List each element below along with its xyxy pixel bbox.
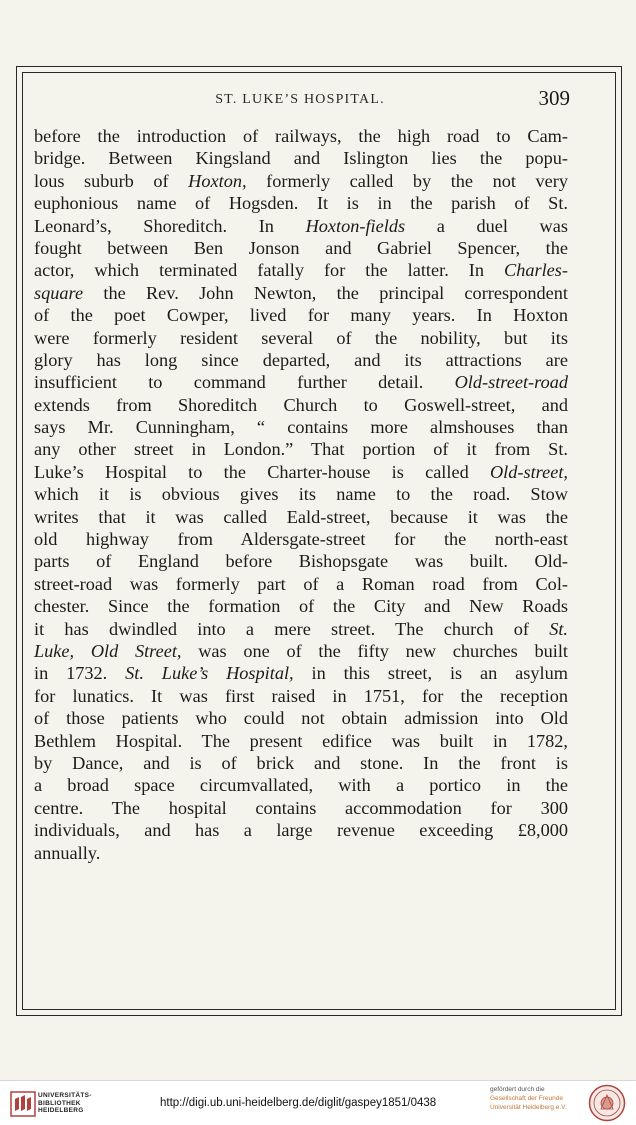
text-segment: was one of the fifty new churches built: [181, 640, 569, 661]
text-segment: a duel was: [405, 215, 568, 236]
running-head: [30, 86, 570, 116]
text-segment: a broad space circumvallated, with a portico in the: [34, 775, 568, 796]
text-line: [34, 618, 568, 640]
text-line: [34, 170, 568, 192]
text-segment: street-road was formerly part of a Roman road from Col-: [34, 573, 568, 594]
text-segment: which it is obvious gives its name to the road. Stow: [34, 484, 568, 505]
sponsor-org-line2: Universität Heidelberg e.V.: [490, 1104, 567, 1111]
text-line: [34, 147, 568, 169]
library-name[interactable]: [38, 1092, 92, 1115]
text-line: [34, 752, 568, 774]
text-segment: bridge. Between Kingsland and Islington lies the popu-: [34, 148, 568, 169]
text-line: [34, 595, 568, 617]
text-line: [34, 304, 568, 326]
text-segment: individuals, and has a large revenue exceeding £8,000: [34, 820, 568, 841]
sponsor-label: gefördert durch die: [490, 1086, 545, 1093]
italic-text: Hoxton,: [188, 170, 247, 191]
text-line: [34, 730, 568, 752]
text-line: [34, 282, 568, 304]
text-segment: insufficient to command further detail.: [34, 372, 455, 393]
text-segment: says Mr. Cunningham, “ contains more almshouses than: [34, 417, 568, 438]
text-line: [34, 797, 568, 819]
text-line: [34, 483, 568, 505]
text-line: [34, 662, 568, 684]
sponsor-credit[interactable]: [490, 1085, 580, 1112]
page-number: 309: [538, 86, 570, 110]
text-line: [34, 707, 568, 729]
library-name-line2: BIBLIOTHEK: [38, 1099, 81, 1107]
text-line: [34, 215, 568, 237]
text-segment: the Rev. John Newton, the principal correspondent: [83, 282, 568, 303]
permalink-url[interactable]: http://digi.ub.uni-heidelberg.de/diglit/gaspey1851/0438: [160, 1097, 437, 1109]
text-line: [34, 685, 568, 707]
text-segment: centre. The hospital contains accommodation for 300: [34, 797, 568, 818]
text-segment: Luke’s Hospital to the Charter-house is called: [34, 461, 490, 482]
text-line: [34, 349, 568, 371]
text-line: [34, 438, 568, 460]
text-segment: formerly called by the not very: [246, 170, 569, 191]
text-segment: it has dwindled into a mere street. The church of: [34, 618, 550, 639]
text-segment: glory has long since departed, and its attractions are: [34, 349, 568, 370]
text-line: [34, 327, 568, 349]
text-segment: any other street in London.” That portion of it from St.: [34, 439, 568, 460]
text-line: [34, 528, 568, 550]
text-segment: old highway from Aldersgate-street for the north-east: [34, 529, 568, 550]
text-segment: for lunatics. It was first raised in 1751, for the reception: [34, 685, 568, 706]
sponsor-org-line1: Gesellschaft der Freunde: [490, 1095, 563, 1102]
italic-text: Hoxton-fields: [305, 215, 406, 236]
ub-heidelberg-logo-icon[interactable]: [10, 1091, 36, 1117]
text-line: [34, 394, 568, 416]
italic-text: Old-street-road: [454, 372, 568, 393]
text-line: [34, 416, 568, 438]
footer-bar: [0, 1080, 636, 1125]
text-segment: parts of England before Bishopsgate was built. Old-: [34, 551, 568, 572]
text-line: [34, 506, 568, 528]
text-segment: in 1732.: [34, 663, 126, 684]
text-line: [34, 842, 568, 864]
text-segment: by Dance, and is of brick and stone. In the front is: [34, 752, 568, 773]
library-name-line1: UNIVERSITÄTS-: [38, 1092, 92, 1099]
text-line: [34, 640, 568, 662]
text-line: [34, 371, 568, 393]
text-segment: euphonious name of Hogsden. It is in the parish of St.: [34, 193, 568, 214]
text-line: [34, 259, 568, 281]
text-segment: writes that it was called Eald-street, because it was the: [34, 506, 568, 527]
text-segment: extends from Shoreditch Church to Goswell-street, and: [34, 394, 568, 415]
text-segment: in this street, is an asylum: [293, 663, 568, 684]
italic-text: Luke, Old Street,: [34, 640, 182, 661]
text-segment: of the poet Cowper, lived for many years. In Hoxton: [34, 305, 568, 326]
italic-text: Old-street,: [489, 461, 568, 482]
text-line: [34, 819, 568, 841]
running-title: ST. LUKE’S HOSPITAL.: [215, 92, 385, 107]
body-text: [34, 125, 568, 864]
text-line: [34, 237, 568, 259]
university-seal-icon[interactable]: [588, 1084, 626, 1122]
text-segment: annually.: [34, 842, 101, 863]
text-segment: Bethlem Hospital. The present edifice was built in 1782,: [34, 730, 568, 751]
italic-text: St.: [549, 618, 568, 639]
italic-text: Charles-: [504, 260, 568, 281]
text-line: [34, 774, 568, 796]
text-segment: lous suburb of: [34, 170, 189, 191]
text-segment: actor, which terminated fatally for the latter. In: [34, 260, 505, 281]
text-line: [34, 573, 568, 595]
text-segment: chester. Since the formation of the City and New Roads: [34, 596, 568, 617]
text-segment: fought between Ben Jonson and Gabriel Spencer, the: [34, 237, 568, 258]
text-line: [34, 461, 568, 483]
text-segment: were formerly resident several of the nobility, but its: [34, 327, 568, 348]
italic-text: square: [34, 282, 84, 303]
library-name-line3: HEIDELBERG: [38, 1107, 84, 1114]
text-line: [34, 125, 568, 147]
text-segment: before the introduction of railways, the high road to Cam-: [34, 126, 568, 146]
text-segment: Leonard’s, Shoreditch. In: [34, 215, 306, 236]
text-line: [34, 550, 568, 572]
text-line: [34, 192, 568, 214]
text-segment: of those patients who could not obtain admission into Old: [34, 708, 568, 729]
italic-text: St. Luke’s Hospital,: [125, 663, 294, 684]
